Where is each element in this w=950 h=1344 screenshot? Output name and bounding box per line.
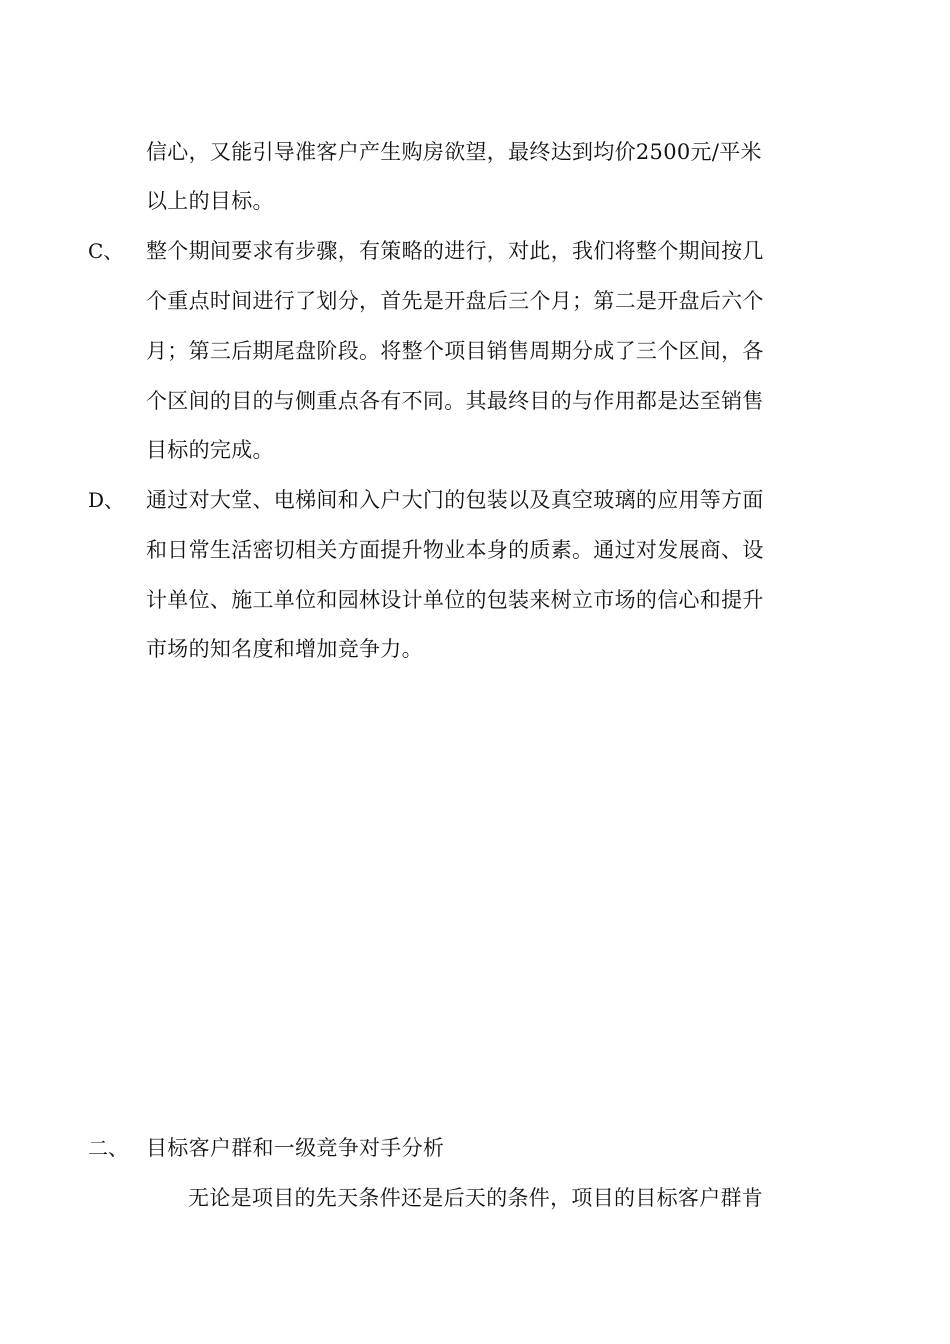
- continuation-line-2: 以上的目标。: [146, 189, 274, 213]
- item-d-line-3: 计单位、施工单位和园林设计单位的包装来树立市场的信心和提升: [146, 588, 764, 612]
- item-c-line-5: 目标的完成。: [146, 438, 274, 462]
- continuation-line-1: 信心，又能引导准客户产生购房欲望，最终达到均价2500元/平米: [146, 140, 762, 164]
- item-d-line-2: 和日常生活密切相关方面提升物业本身的质素。通过对发展商、设: [146, 538, 764, 562]
- item-d-line-1: 通过对大堂、电梯间和入户大门的包装以及真空玻璃的应用等方面: [146, 488, 764, 512]
- item-c-line-2: 个重点时间进行了划分，首先是开盘后三个月；第二是开盘后六个: [146, 289, 764, 313]
- section-2-marker: 二、: [88, 1136, 128, 1160]
- item-c-line-3: 月；第三后期尾盘阶段。将整个项目销售周期分成了三个区间，各: [146, 339, 764, 363]
- item-d-marker: D、: [88, 488, 125, 512]
- section-2-paragraph-line-1: 无论是项目的先天条件还是后天的条件，项目的目标客户群肯: [188, 1186, 764, 1210]
- item-d-line-4: 市场的知名度和增加竞争力。: [146, 637, 423, 661]
- item-c-line-1: 整个期间要求有步骤，有策略的进行，对此，我们将整个期间按几: [146, 239, 764, 263]
- item-c-marker: C、: [88, 239, 124, 263]
- section-2-heading: 目标客户群和一级竞争对手分析: [146, 1136, 445, 1160]
- item-c-line-4: 个区间的目的与侧重点各有不同。其最终目的与作用都是达至销售: [146, 389, 764, 413]
